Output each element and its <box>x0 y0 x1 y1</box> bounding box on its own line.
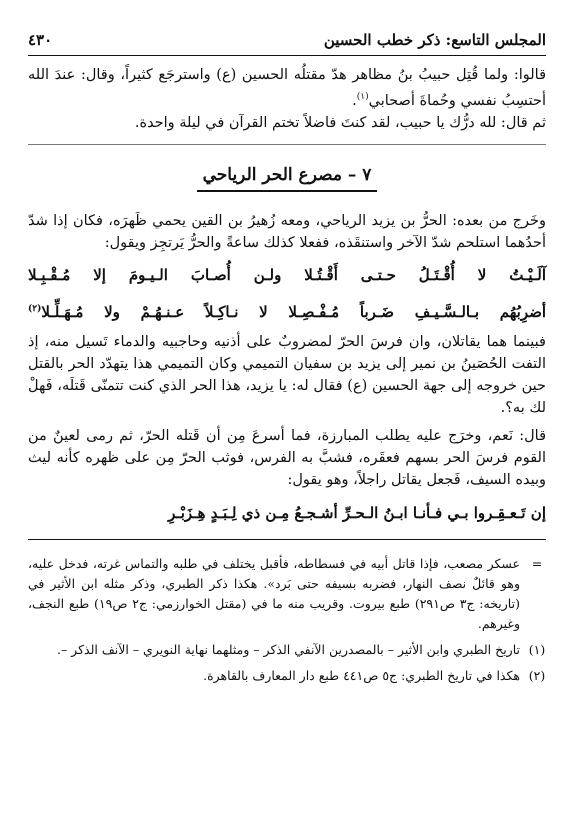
footnote-divider <box>28 539 546 540</box>
footnote-2-mark: (٢) <box>528 667 546 683</box>
footnote-1-mark: (١) <box>528 641 546 657</box>
verse-hurr-line-1: آلَـيْـتُ لا أُقْـتَـلُ حـتـى أَقْـتُـلا ولـن أُصـابَ الـيـومَ إلا مُـقْـبِـلا <box>28 265 546 284</box>
footnote-continued <box>28 554 546 634</box>
footnote-1-text: تاريخ الطبري وابن الأثير – بالمصدرين الآنفي الذكر – ومثلهما نهاية النويري – الآنف الذكر –. <box>56 641 520 657</box>
paragraph-battle: فبينما هما يقاتلان، وان فرسَ الحرّ لمضروبٌ على أذنيه وحاجبيه والدماء تَسيل منه، إذ التفت الحُصَينُ بن نمير إلى يزيد بن سفيان التميمي وكان التميمي هذا يتهدّد الحر بالقتل حين خروجه إلى جهة الحسين (ع) فقال له: يا يزيد، هذا الحر الذي كنت تتمنّى قَتلَه، فَهلْ لك به؟. <box>28 333 546 416</box>
footnote-2 <box>28 666 546 686</box>
top-block <box>28 64 546 134</box>
paragraph-duel: قال: نَعم، وخرَج عليه يطلب المبارزة، فما أسرعَ مِن أن قَتله الحرّ، ثم رمى لعينٌ من القوم فرسَ الحر بسهم فعقَره، فشبَّ به الفرس، فوثب الحرّ مِن على ظهره كأنه ليث وبيده السيف، فَجعل يقاتل راجلاً، وهو يقول: <box>28 427 546 488</box>
page-number: ٤٣٠ <box>28 31 53 49</box>
section-heading: ٧ – مصرع الحر الرياحي <box>28 163 546 192</box>
footnote-2-text: هكذا في تاريخ الطبري: ج٥ ص٤٤١ طبع دار المعارف بالقاهرة. <box>203 667 520 683</box>
paragraph-habib-praise: ثم قال: لله درُّك يا حبيب، لقد كنتَ فاضلاً تختم القرآن في ليلة واحدة. <box>134 114 546 131</box>
section-divider <box>28 144 546 145</box>
footnote-ref-1: (١) <box>356 92 369 102</box>
page-header <box>28 30 546 50</box>
verse-hurr-line-2: أضرِبُهُم بـالـسَّـيـفِ ضَـرباً مُـفْـصِـلا لا نـاكِـلاً عـنـهُـمْ ولا مُـهَـلِّـلا$^{(٢)}$ <box>28 302 546 321</box>
running-title: المجلس التاسع: ذكر خطب الحسين <box>323 31 546 49</box>
footnotes <box>28 554 546 686</box>
footnote-continued-mark: = <box>531 555 543 571</box>
footnote-continued-text: عسكر مصعب، فإذا قاتل أبيه في فسطاطه، فأقبل يختلف في طلبه والتماس غرته، فدخل عليه، وهو قائلٌ نصف النهار، فضربه بسيفه حتى بَرد». هكذا ذكر الطبري، وذكر مثله ابن الأثير في (تاريخه: ج٣ ص٢٩١) طبع بيروت. وقريب منه ما في (مقتل الخوارزمي: ج٢ ص١٩) طبع النجف، وغيرهم. <box>28 555 520 631</box>
footnote-ref-2: (٢) <box>28 303 42 314</box>
paragraph-hurr-exit: وخَرج من بعده: الحرُّ بن يزيد الرياحي، ومعه زُهيرُ بن القين يحمي ظَهرَه، فكان إذا شدّ أحدُهما استلحم شدّ الآخر واستنقَذه، ففعلا كذلك ساعةً والحرُّ يَرتجِز ويقول: <box>28 212 546 251</box>
footnote-1 <box>28 640 546 660</box>
verse-hurr-line-3: إن تَـعـقِـروا بـي فـأنـا ابـنُ الـحـرِّ أشـجـعُ مِـن ذي لِـبَـدٍ هِـزَبْـرِ <box>168 503 546 522</box>
paragraph-habib-death: قالوا: ولما قُتِل حبيبُ بنُ مظاهر هدّ مقتلُه الحسين (ع) واسترجَع كثيراً، وقال: عندَ الله أحتسِبُ نفسي وحُماةَ أصحابي$^{(١)}$. <box>28 67 546 109</box>
header-divider <box>28 55 546 56</box>
